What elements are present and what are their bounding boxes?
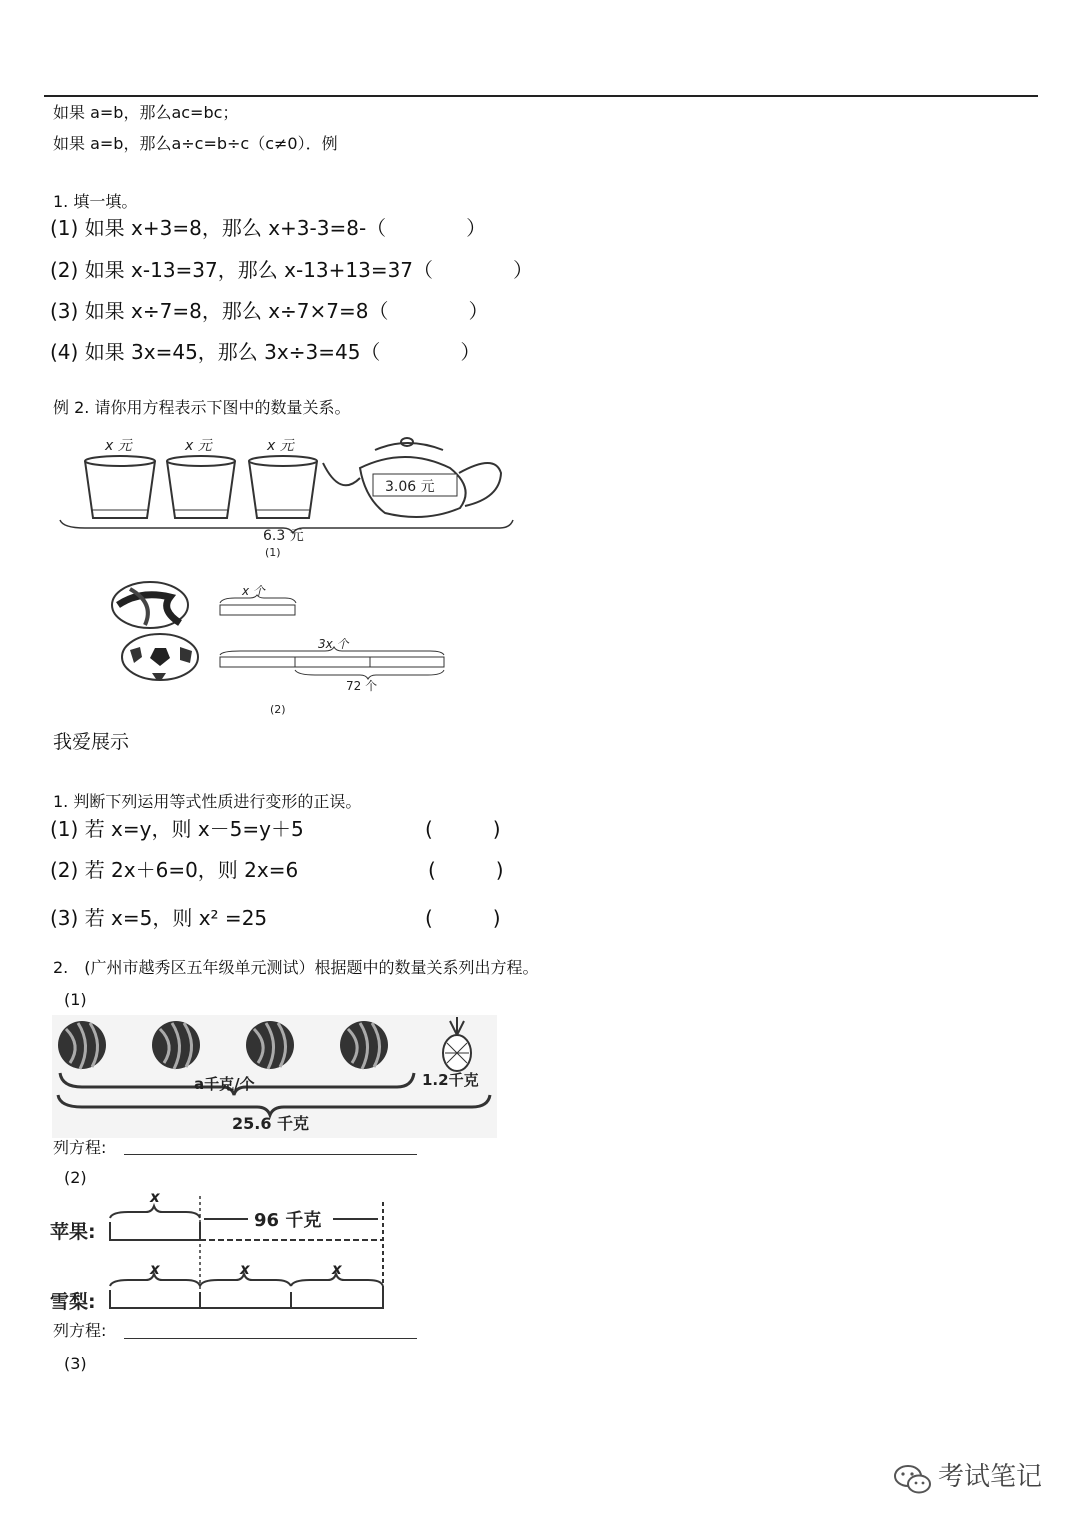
- unit-label: a千克/个: [194, 1075, 255, 1093]
- q1-item-3: (3) 若 x=5，则 x² =25: [50, 906, 268, 930]
- fill-item-4: (4) 如果 3x=45，那么 3x÷3=45（ ）: [50, 340, 481, 364]
- figure-watermelons: [52, 1015, 497, 1138]
- fill-item-1: (1) 如果 x+3=8，那么 x+3-3=8-（ ）: [50, 216, 487, 240]
- pear-x-label-1: x: [150, 1260, 160, 1278]
- watermark-text: 考试笔记: [938, 1462, 1043, 1492]
- cup-2-label: x 元: [185, 438, 212, 454]
- equation-label-2: 列方程:: [53, 1321, 107, 1340]
- cup-3-label: x 元: [267, 438, 294, 454]
- figure-apple-pear: [48, 1188, 393, 1318]
- cup-2: [167, 456, 235, 518]
- watermelon-icon-3: [246, 1021, 294, 1069]
- apple-bar: [110, 1222, 200, 1240]
- bottom-bar-label: 3x 个: [318, 637, 349, 651]
- fill-title: 1. 填一填。: [53, 192, 138, 211]
- teapot-price: 3.06 元: [385, 479, 435, 495]
- diff-label: 72 个: [346, 679, 378, 693]
- equation-label-1: 列方程:: [53, 1138, 107, 1157]
- top-bar-label: x 个: [242, 584, 265, 598]
- q1-item-2-answer: ( ): [428, 858, 504, 882]
- fill-item-3: (3) 如果 x÷7=8，那么 x÷7×7=8（ ）: [50, 299, 489, 323]
- pineapple-weight: 1.2千克: [422, 1071, 479, 1089]
- example2-title: 例 2. 请你用方程表示下图中的数量关系。: [53, 398, 351, 417]
- q1-title: 1. 判断下列运用等式性质进行变形的正误。: [53, 792, 362, 811]
- watermelon-icon-2: [152, 1021, 200, 1069]
- football-icon: [122, 634, 198, 680]
- header-rule: [44, 95, 1038, 97]
- figure-balls: [110, 575, 455, 720]
- pear-bar: [110, 1290, 383, 1308]
- fill-item-2: (2) 如果 x-13=37，那么 x-13+13=37（ ）: [50, 258, 534, 282]
- show-heading: 我爱展示: [53, 731, 130, 753]
- q1-item-3-answer: ( ): [425, 906, 501, 930]
- total-weight-label: 25.6 千克: [232, 1114, 310, 1133]
- q2-sub-3: (3): [64, 1354, 87, 1373]
- q2-sub-2: (2): [64, 1168, 87, 1187]
- apple-diff-label: 96 千克: [254, 1210, 322, 1231]
- figure-cups-teapot: [55, 428, 525, 563]
- q1-item-1-answer: ( ): [425, 817, 501, 841]
- cup-3: [249, 456, 317, 518]
- cup-1-label: x 元: [105, 438, 132, 454]
- top-bar-brace: [220, 595, 296, 603]
- bottom-bar: [220, 657, 444, 667]
- q2-title: 2. (广州市越秀区五年级单元测试）根据题中的数量关系列出方程。: [53, 958, 539, 977]
- total-price: 6.3 元: [263, 528, 304, 544]
- q1-item-1: (1) 若 x=y，则 x－5=y＋5: [50, 817, 304, 841]
- pear-x-label-3: x: [332, 1260, 342, 1278]
- q1-item-2: (2) 若 2x＋6=0，则 2x=6: [50, 858, 299, 882]
- pear-label: 雪梨:: [50, 1291, 96, 1313]
- q2-sub-1: (1): [64, 990, 87, 1009]
- pear-x-label-2: x: [240, 1260, 250, 1278]
- watermelon-icon-4: [340, 1021, 388, 1069]
- equation-answer-line-2[interactable]: [124, 1338, 417, 1339]
- header-line-1: 如果 a=b，那么ac=bc；: [53, 103, 239, 122]
- wechat-icon: [893, 1462, 933, 1498]
- equation-answer-line-1[interactable]: [124, 1154, 417, 1155]
- header-line-2: 如果 a=b，那么a÷c=b÷c（c≠0）．例: [53, 134, 338, 153]
- diff-brace: [295, 670, 444, 679]
- watermelon-icon-1: [58, 1021, 106, 1069]
- fig1-caption: (1): [265, 546, 281, 559]
- top-bar: [220, 605, 295, 615]
- volleyball-icon: [112, 582, 188, 628]
- fig2-caption: (2): [270, 703, 286, 716]
- apple-x-label: x: [150, 1188, 160, 1206]
- apple-label: 苹果:: [50, 1221, 96, 1243]
- cup-1: [85, 456, 155, 518]
